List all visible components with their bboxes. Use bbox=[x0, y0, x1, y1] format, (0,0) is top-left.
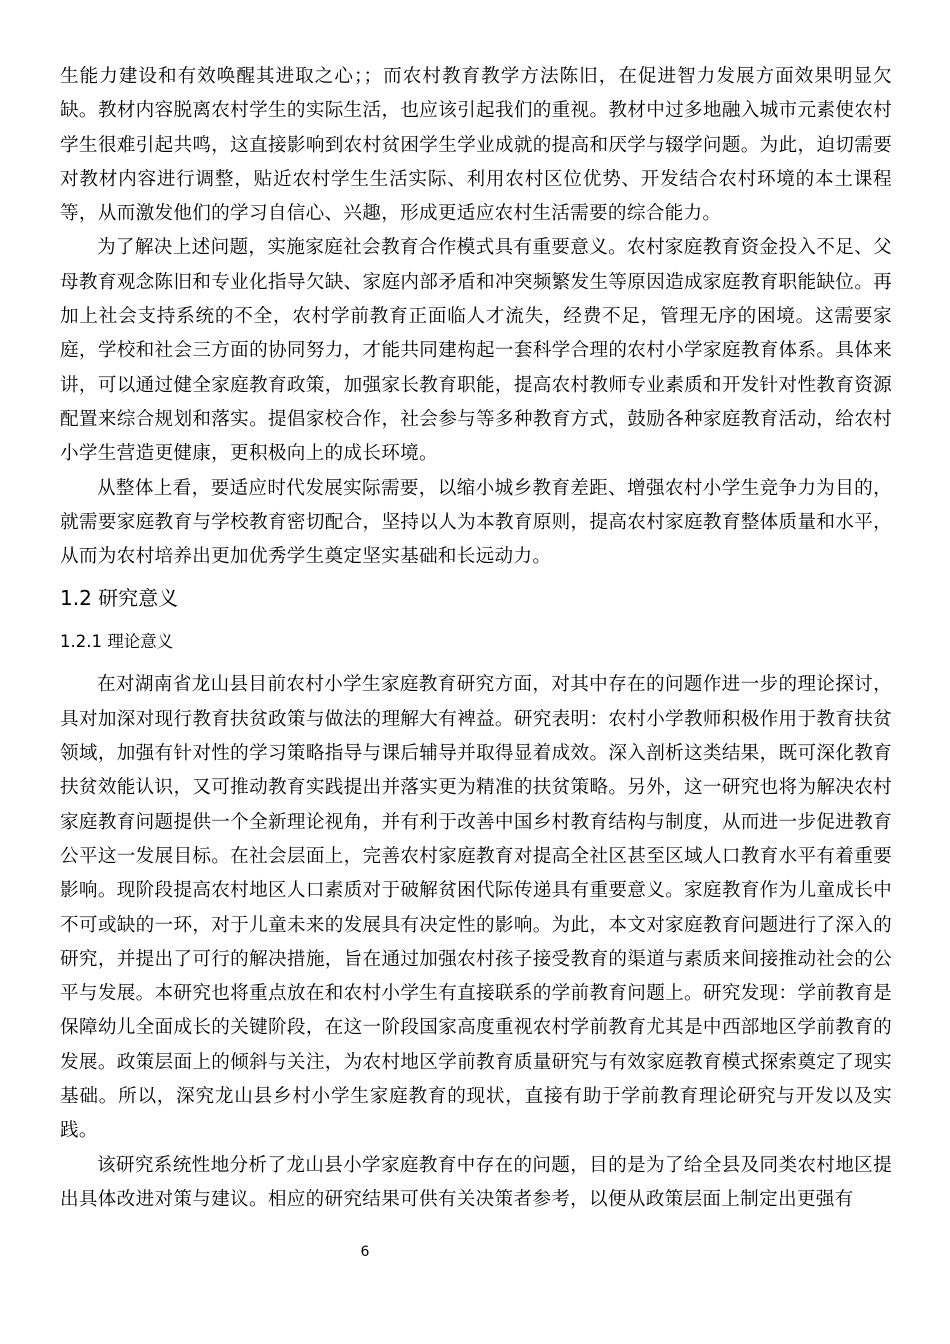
subsection-heading: 1.2.1 理论意义 bbox=[60, 632, 174, 652]
section-heading: 1.2 研究意义 bbox=[60, 586, 179, 611]
paragraph-theoretical-significance: 在对湖南省龙山县目前农村小学生家庭教育研究方面，对其中存在的问题作进一步的理论探讨，具对加深对现行教育扶贫政策与做法的理解大有裨益。研究表明：农村小学教师积极作用于教育扶贫领域，加强有针对性的学习策略指导与课后辅导并取得显着成效。深入剖析这类结果，既可深化教育扶贫效能认识，又可推动教育实践提出并落实更为精准的扶贫策略。另外，这一研究也将为解决农村家庭教育问题提供一个全新理论视角，并有利于改善中国乡村教育结构与制度，从而进一步促进教育公平这一发展目标。在社会层面上，完善农村家庭教育对提高全社区甚至区域人口教育水平有着重要影响。现阶段提高农村地区人口素质对于破解贫困代际传递具有重要意义。家庭教育作为儿童成长中不可或缺的一环，对于儿童未来的发展具有决定性的影响。为此，本文对家庭教育问题进行了深入的研究，并提出了可行的解决措施，旨在通过加强农村孩子接受教育的渠道与素质来间接推动社会的公平与发展。本研究也将重点放在和农村小学生有直接联系的学前教育问题上。研究发现：学前教育是保障幼儿全面成长的关键阶段，在这一阶段国家高度重视农村学前教育尤其是中西部地区学前教育的发展。政策层面上的倾斜与关注，为农村地区学前教育质量研究与有效家庭教育模式探索奠定了现实基础。所以，深究龙山县乡村小学生家庭教育的现状，直接有助于学前教育理论研究与开发以及实践。 bbox=[60, 674, 892, 1142]
paragraph-research-analysis: 该研究系统性地分析了龙山县小学家庭教育中存在的问题，目的是为了给全县及同类农村地区提出具体改进对策与建议。相应的研究结果可供有关决策者参考，以便从政策层面上制定出更强有 bbox=[60, 1154, 892, 1210]
paragraph-overall-view: 从整体上看，要适应时代发展实际需要，以缩小城乡教育差距、增强农村小学生竞争力为目的，就需要家庭教育与学校教育密切配合，坚持以人为本教育原则，提高农村家庭教育整体质量和水平，从而为农村培养出更加优秀学生奠定坚实基础和长远动力。 bbox=[60, 477, 892, 568]
page-content bbox=[60, 60, 892, 1217]
page-number: 6 bbox=[360, 1244, 370, 1260]
paragraph-cooperation-model: 为了解决上述问题，实施家庭社会教育合作模式具有重要意义。农村家庭教育资金投入不足、父母教育观念陈旧和专业化指导欠缺、家庭内部矛盾和冲突频繁发生等原因造成家庭教育职能缺位。再加上社会支持系统的不全，农村学前教育正面临人才流失，经费不足，管理无序的困境。这需要家庭，学校和社会三方面的协同努力，才能共同建构起一套科学合理的农村小学家庭教育体系。具体来讲，可以通过健全家庭教育政策，加强家长教育职能，提高农村教师专业素质和开发针对性教育资源配置来综合规划和落实。提倡家校合作，社会参与等多种教育方式，鼓励各种家庭教育活动，给农村小学生营造更健康，更积极向上的成长环境。 bbox=[60, 237, 892, 465]
paragraph-continuation: 生能力建设和有效唤醒其进取之心；；而农村教育教学方法陈旧，在促进智力发展方面效果明显欠缺。教材内容脱离农村学生的实际生活，也应该引起我们的重视。教材中过多地融入城市元素使农村学生很难引起共鸣，这直接影响到农村贫困学生学业成就的提高和厌学与辍学问题。为此，迫切需要对教材内容进行调整，贴近农村学生生活实际、利用农村区位优势、开发结合农村环境的本土课程等，从而激发他们的学习自信心、兴趣，形成更适应农村生活需要的综合能力。 bbox=[60, 66, 892, 225]
